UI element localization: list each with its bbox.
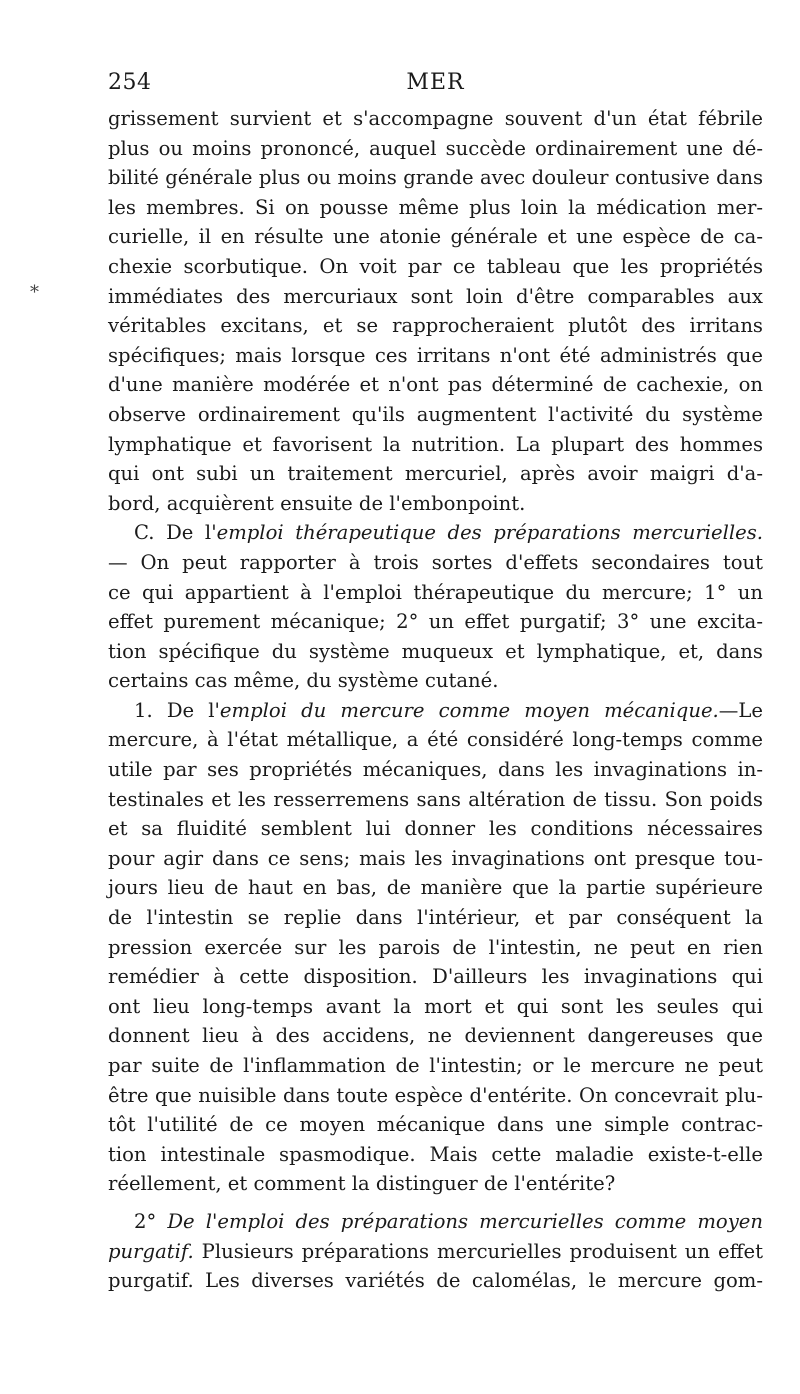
text-line: de l'intestin se replie dans l'intérieur, et par conséquent la xyxy=(108,906,763,930)
text-line: d'une manière modérée et n'ont pas déterminé de cachexie, on xyxy=(108,373,763,397)
text-line-roman: Plusieurs préparations mercurielles produisent un effet xyxy=(193,1239,763,1263)
text-line: chexie scorbutique. On voit par ce tableau que les propriétés xyxy=(108,254,763,278)
text-line: jours lieu de haut en bas, de manière que la partie supérieure xyxy=(108,876,763,900)
text-line xyxy=(108,518,763,548)
text-line: certains cas même, du système cutané. xyxy=(108,669,499,693)
text-line: immédiates des mercuriaux sont loin d'être comparables aux xyxy=(108,284,763,308)
text-line-italic: emploi thérapeutique des préparations mercurielles. xyxy=(216,521,764,545)
text-line-roman: —Le xyxy=(718,698,763,722)
text-line: ont lieu long-temps avant la mort et qui sont les seules qui xyxy=(108,994,763,1018)
text-line: pression exercée sur les parois de l'intestin, ne peut en rien xyxy=(108,935,763,959)
text-line: les membres. Si on pousse même plus loin la médication mer- xyxy=(108,195,763,219)
text-line-roman: C. De l' xyxy=(134,521,217,545)
text-line: ce qui appartient à l'emploi thérapeutique du mercure; 1° un xyxy=(108,580,763,604)
text-line xyxy=(108,1237,763,1267)
text-line: tion spécifique du système muqueux et lymphatique, et, dans xyxy=(108,639,763,663)
text-line: lymphatique et favorisent la nutrition. La plupart des hommes xyxy=(108,432,763,456)
text-line: donnent lieu à des accidens, ne deviennent dangereuses que xyxy=(108,1024,763,1048)
text-line: observe ordinairement qu'ils augmentent l'activité du système xyxy=(108,402,763,426)
page-header xyxy=(108,70,763,106)
text-line: mercure, à l'état métallique, a été considéré long-temps comme xyxy=(108,728,763,752)
text-line: curielle, il en résulte une atonie générale et une espèce de ca- xyxy=(108,225,763,249)
text-line-italic: De l'emploi des préparations mercurielles comme moyen xyxy=(167,1209,763,1233)
text-line xyxy=(108,696,763,726)
text-line: purgatif. Les diverses variétés de calomélas, le mercure gom- xyxy=(108,1269,763,1293)
text-line: être que nuisible dans toute espèce d'entérite. On concevrait plu- xyxy=(108,1083,763,1107)
text-line: plus ou moins prononcé, auquel succède ordinairement une dé- xyxy=(108,136,763,160)
text-line: tôt l'utilité de ce moyen mécanique dans une simple contrac- xyxy=(108,1113,763,1137)
text-line: et sa fluidité semblent lui donner les conditions nécessaires xyxy=(108,817,763,841)
text-line: bord, acquièrent ensuite de l'embonpoint. xyxy=(108,491,526,515)
text-line: testinales et les resserremens sans altération de tissu. Son poids xyxy=(108,787,763,811)
text-line: pour agir dans ce sens; mais les invaginations ont presque tou- xyxy=(108,846,763,870)
text-line: bilité générale plus ou moins grande avec douleur contusive dans xyxy=(108,166,763,190)
text-line: par suite de l'inflammation de l'intestin; or le mercure ne peut xyxy=(108,1054,763,1077)
text-line: — On peut rapporter à trois sortes d'effets secondaires tout xyxy=(108,550,763,574)
text-line: grissement survient et s'accompagne souvent d'un état fébrile xyxy=(108,107,763,130)
text-line: véritables excitans, et se rapprocheraient plutôt des irritans xyxy=(108,314,763,338)
text-line: remédier à cette disposition. D'ailleurs les invaginations qui xyxy=(108,965,763,989)
text-line: qui ont subi un traitement mercuriel, après avoir maigri d'a- xyxy=(108,462,763,486)
text-line-italic: emploi du mercure comme moyen mécanique. xyxy=(219,698,719,722)
running-head: MER xyxy=(406,70,465,95)
text-line-italic: purgatif. xyxy=(108,1239,194,1263)
text-line-roman: 1. De l' xyxy=(134,698,220,722)
text-line: réellement, et comment la distinguer de l'entérite? xyxy=(108,1172,616,1196)
text-line xyxy=(108,1207,763,1237)
text-line: effet purement mécanique; 2° un effet purgatif; 3° une excita- xyxy=(108,610,763,634)
text-line: utile par ses propriétés mécaniques, dans les invaginations in- xyxy=(108,758,763,782)
text-line-roman: 2° xyxy=(134,1209,168,1233)
margin-asterisk: * xyxy=(30,282,39,303)
body-text xyxy=(108,104,763,1296)
text-line: tion intestinale spasmodique. Mais cette maladie existe-t-elle xyxy=(108,1142,763,1166)
text-line: spécifiques; mais lorsque ces irritans n'ont été administrés que xyxy=(108,343,763,367)
page-number: 254 xyxy=(108,70,152,95)
